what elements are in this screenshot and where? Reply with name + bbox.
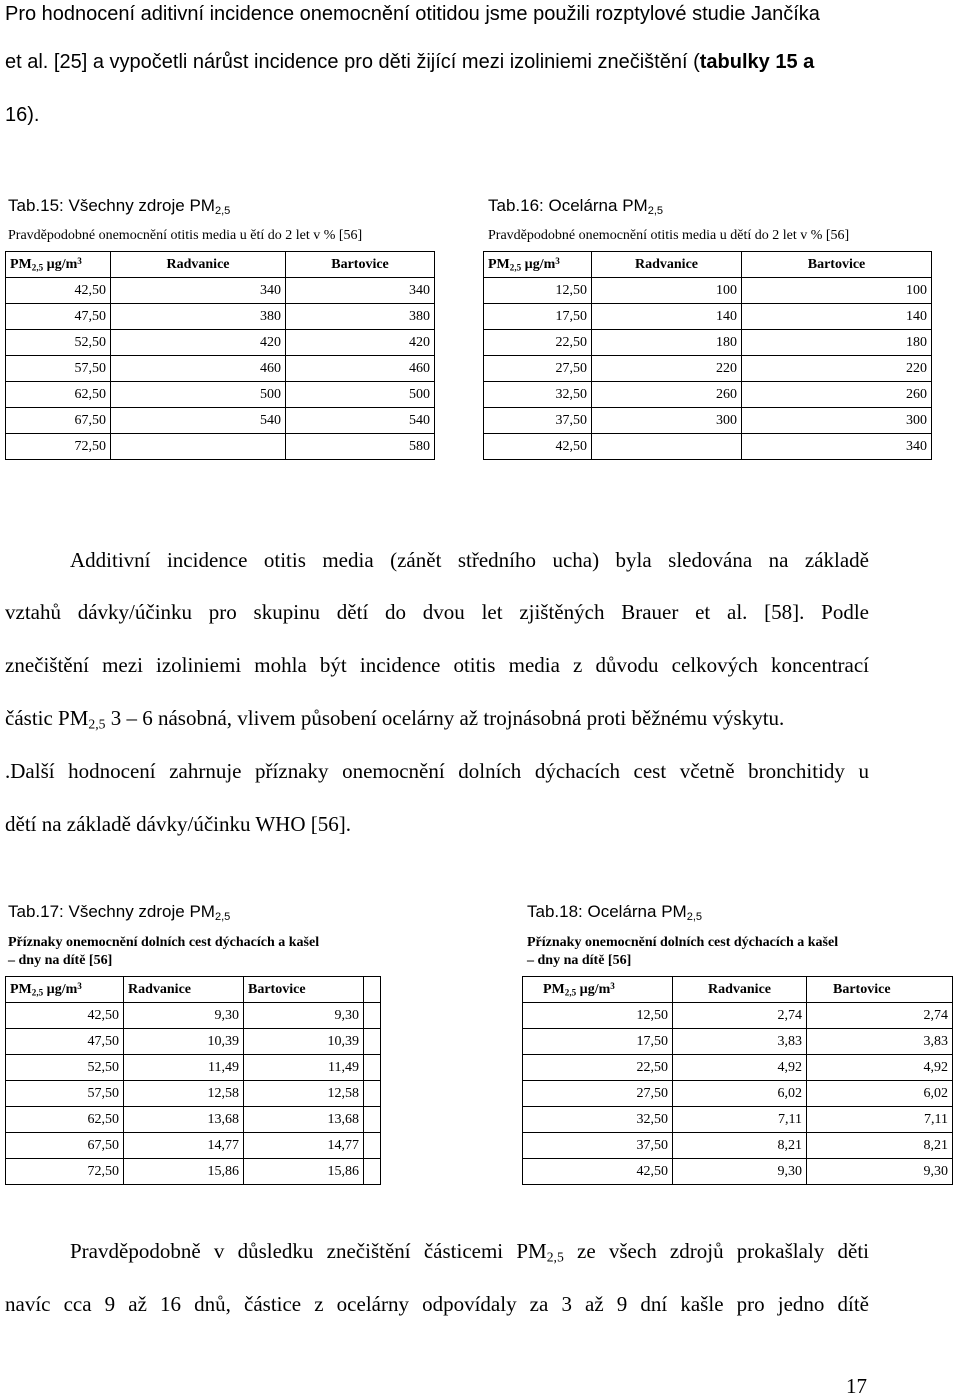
pm-value-cell: 32,50 [484,382,592,408]
para1-line-6: dětí na základě dávky/účinku WHO [56]. [5,812,351,836]
radvanice-cell: 7,11 [673,1107,807,1133]
pm-value-cell: 27,50 [484,356,592,382]
pm-value-cell: 22,50 [523,1055,673,1081]
pm-value-cell: 12,50 [523,1003,673,1029]
pm-value-cell: 42,50 [6,1003,124,1029]
table-row [523,1055,953,1081]
tab16-subtitle: Pravděpodobné onemocnění otitis media u dětí do 2 let v % [56] [488,228,850,243]
radvanice-cell: 540 [111,408,286,434]
tab17-title-text: Tab.17: Všechny zdroje PM [8,902,215,921]
bartovice-cell: 3,83 [807,1029,953,1055]
header-bartovice: Bartovice [286,252,435,278]
pm-value-cell: 72,50 [6,1159,124,1185]
empty-cell [364,1029,381,1055]
radvanice-cell [592,434,742,460]
tab17-title-sub: 2,5 [214,910,231,923]
header-bartovice: Bartovice [244,977,364,1003]
intro-line-2 [5,50,814,74]
pm-value-cell: 32,50 [523,1107,673,1133]
para1-line-2-box [5,599,869,625]
radvanice-cell: 460 [111,356,286,382]
pm-value-cell: 67,50 [6,1133,124,1159]
tab17-subtitle-1: Příznaky onemocnění dolních cest dýchacích a kašel [8,935,320,950]
radvanice-cell: 180 [592,330,742,356]
pm-value-cell: 37,50 [523,1133,673,1159]
header-radvanice: Radvanice [124,977,244,1003]
intro-line-3 [5,103,39,127]
table-row [6,304,435,330]
pm-value-cell: 67,50 [6,408,111,434]
pm-value-cell: 12,50 [484,278,592,304]
para1-line-4-rest: 3 – 6 násobná, vlivem působení ocelárny až trojnásobná proti běžnému výskytu. [105,706,785,730]
empty-cell [364,1159,381,1185]
radvanice-cell: 300 [592,408,742,434]
table-row [523,1159,953,1185]
pm-value-cell: 57,50 [6,356,111,382]
header-bartovice: Bartovice [807,977,953,1003]
tab18-subtitle-2: – dny na dítě [56] [527,953,632,968]
header-pm: $PM_{2,5}$ $\mu g/m^3$ [523,977,673,1003]
pm-value-cell: 37,50 [484,408,592,434]
tab18-title-sub: 2,5 [686,910,703,923]
para1-line-3: znečištění mezi izoliniemi mohla být incidence otitis media z důvodu celkových koncentrací [5,653,869,677]
table-row [6,278,435,304]
bartovice-cell: 13,68 [244,1107,364,1133]
radvanice-cell: 380 [111,304,286,330]
tab18-title [527,902,702,922]
pm-value-cell: 42,50 [484,434,592,460]
table-row [6,330,435,356]
empty-cell [364,1107,381,1133]
para2-line-1 [70,1238,869,1264]
para2-line-1-sub: 2,5 [546,1249,564,1265]
radvanice-cell: 2,74 [673,1003,807,1029]
para1-line-3-box [5,652,869,678]
table-row [484,278,932,304]
table-row [6,408,435,434]
tab17-table [5,976,381,1185]
bartovice-cell: 140 [742,304,932,330]
para1-line-5: .Další hodnocení zahrnuje příznaky onemocnění dolních dýchacích cest včetně bronchitidy u [5,759,869,783]
pm-value-cell: 42,50 [6,278,111,304]
table-row [523,1133,953,1159]
pm-value-cell: 27,50 [523,1081,673,1107]
empty-cell [364,1081,381,1107]
empty-cell [364,1003,381,1029]
bartovice-cell: 9,30 [244,1003,364,1029]
bartovice-cell: 300 [742,408,932,434]
pm-value-cell: 52,50 [6,1055,124,1081]
para1-line-1: Additivní incidence otitis media (zánět středního ucha) byla sledována na základě [70,548,869,572]
intro-line-3-text: ). [27,104,40,126]
tab17-subtitle-2: – dny na dítě [56] [8,953,113,968]
bartovice-cell: 4,92 [807,1055,953,1081]
radvanice-cell: 12,58 [124,1081,244,1107]
radvanice-cell: 220 [592,356,742,382]
bartovice-cell: 420 [286,330,435,356]
header-empty [364,977,381,1003]
para2-line-1-rest: ze všech zdrojů prokašlaly děti [563,1239,869,1263]
empty-cell [364,1055,381,1081]
para2-line-2-box [5,1291,869,1317]
bartovice-cell: 11,49 [244,1055,364,1081]
radvanice-cell: 260 [592,382,742,408]
bartovice-cell: 340 [286,278,435,304]
radvanice-cell: 3,83 [673,1029,807,1055]
pm-value-cell: 47,50 [6,304,111,330]
bartovice-cell: 220 [742,356,932,382]
table-header-row [523,977,953,1003]
bartovice-cell: 10,39 [244,1029,364,1055]
table-row [484,330,932,356]
table-row [523,1029,953,1055]
bartovice-cell: 500 [286,382,435,408]
tab16-title-sub: 2,5 [647,204,664,217]
radvanice-cell: 500 [111,382,286,408]
radvanice-cell: 9,30 [124,1003,244,1029]
pm-value-cell: 17,50 [484,304,592,330]
pm-value-cell: 57,50 [6,1081,124,1107]
para2-line-1-text: Pravděpodobně v důsledku znečištění částicemi PM [70,1239,547,1263]
intro-line-2-text: et al. [25] a vypočetli nárůst incidence pro děti žijící mezi izoliniemi znečištění ( [5,51,700,73]
radvanice-cell: 14,77 [124,1133,244,1159]
radvanice-cell: 420 [111,330,286,356]
pm-value-cell: 52,50 [6,330,111,356]
radvanice-cell: 15,86 [124,1159,244,1185]
para1-line-5-box [5,758,869,784]
bartovice-cell: 260 [742,382,932,408]
bartovice-cell: 15,86 [244,1159,364,1185]
page-number: 17 [846,1374,867,1398]
pm-value-cell: 62,50 [6,1107,124,1133]
radvanice-cell: 11,49 [124,1055,244,1081]
pm-value-cell: 47,50 [6,1029,124,1055]
bartovice-cell: 460 [286,356,435,382]
table-row [6,1055,381,1081]
pm-value-cell: 72,50 [6,434,111,460]
table-row [484,434,932,460]
tab17-title [8,902,230,922]
table-header-row [6,977,381,1003]
header-radvanice: Radvanice [111,252,286,278]
tab15-table [5,251,435,460]
table-row [6,1003,381,1029]
radvanice-cell: 4,92 [673,1055,807,1081]
table-row [6,1133,381,1159]
bartovice-cell: 12,58 [244,1081,364,1107]
table-row [523,1003,953,1029]
bartovice-cell: 380 [286,304,435,330]
radvanice-cell: 13,68 [124,1107,244,1133]
table-row [6,1029,381,1055]
radvanice-cell: 6,02 [673,1081,807,1107]
tab15-subtitle: Pravděpodobné onemocnění otitis media u ětí do 2 let v % [56] [8,228,363,243]
para1-line-1-box [70,547,869,573]
tab15-title-sub: 2,5 [214,204,231,217]
table-row [6,356,435,382]
radvanice-cell: 140 [592,304,742,330]
table-header-row [484,252,932,278]
bartovice-cell: 9,30 [807,1159,953,1185]
table-row [484,304,932,330]
bartovice-cell: 14,77 [244,1133,364,1159]
bartovice-cell: 540 [286,408,435,434]
table-row [523,1081,953,1107]
tab18-subtitle-1: Příznaky onemocnění dolních cest dýchacích a kašel [527,935,839,950]
pm-value-cell: 17,50 [523,1029,673,1055]
tab15-title [8,196,230,216]
bartovice-cell: 100 [742,278,932,304]
radvanice-cell: 100 [592,278,742,304]
radvanice-cell: 340 [111,278,286,304]
bartovice-cell: 2,74 [807,1003,953,1029]
radvanice-cell [111,434,286,460]
header-radvanice: Radvanice [673,977,807,1003]
table-row [6,434,435,460]
tab16-table [483,251,932,460]
para1-line-4 [5,705,784,731]
para1-line-4-sub: 2,5 [88,716,106,732]
radvanice-cell: 9,30 [673,1159,807,1185]
table-row [6,382,435,408]
bartovice-cell: 580 [286,434,435,460]
table-row [484,408,932,434]
header-pm: $PM_{2,5}$ $\mu g/m^3$ [484,252,592,278]
intro-line-3-bold: 16 [5,104,28,126]
bartovice-cell: 180 [742,330,932,356]
bartovice-cell: 7,11 [807,1107,953,1133]
bartovice-cell: 6,02 [807,1081,953,1107]
header-radvanice: Radvanice [592,252,742,278]
pm-value-cell: 42,50 [523,1159,673,1185]
header-pm: $PM_{2,5}$ $\mu g/m^3$ [6,252,111,278]
bartovice-cell: 8,21 [807,1133,953,1159]
para1-line-2: vztahů dávky/účinku pro skupinu dětí do dvou let zjištěných Brauer et al. [58]. Podle [5,600,869,624]
table-row [6,1107,381,1133]
tab16-title-text: Tab.16: Ocelárna PM [488,196,648,215]
intro-line-2-bold: tabulky 15 a [699,51,815,73]
para2-line-1-box [70,1238,869,1264]
tab18-title-text: Tab.18: Ocelárna PM [527,902,687,921]
table-row [6,1159,381,1185]
tab16-title [488,196,663,216]
empty-cell [364,1133,381,1159]
header-pm: $PM_{2,5}$ $\mu g/m^3$ [6,977,124,1003]
pm-value-cell: 22,50 [484,330,592,356]
header-bartovice: Bartovice [742,252,932,278]
tab15-title-text: Tab.15: Všechny zdroje PM [8,196,215,215]
intro-line-1: Pro hodnocení aditivní incidence onemocnění otitidou jsme použili rozptylové studie Jančíka [5,3,820,25]
tab18-table [522,976,953,1185]
bartovice-cell: 340 [742,434,932,460]
table-row [523,1107,953,1133]
para1-line-4-text: částic PM [5,706,89,730]
table-row [484,382,932,408]
radvanice-cell: 10,39 [124,1029,244,1055]
table-row [6,1081,381,1107]
radvanice-cell: 8,21 [673,1133,807,1159]
table-header-row [6,252,435,278]
para2-line-2: navíc cca 9 až 16 dnů, částice z ocelárny odpovídaly za 3 až 9 dní kašle pro jedno dítě [5,1292,869,1316]
table-row [484,356,932,382]
pm-value-cell: 62,50 [6,382,111,408]
